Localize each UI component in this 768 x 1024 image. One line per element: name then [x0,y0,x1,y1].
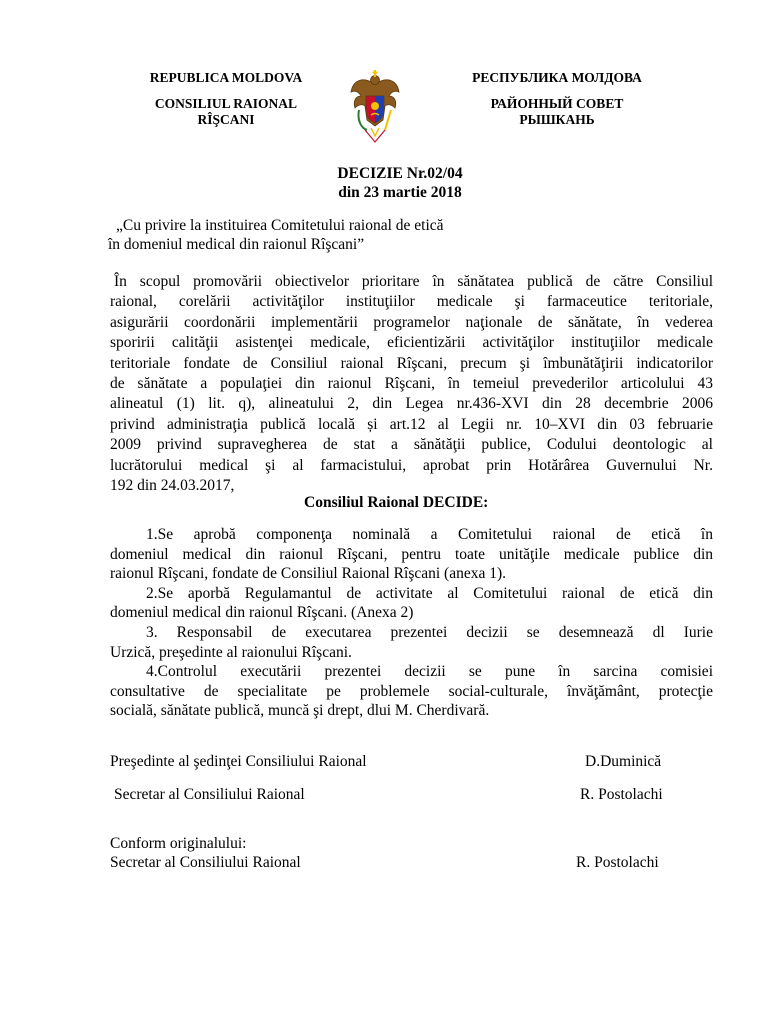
preamble-line: asigurării coordonării implementării programelor naţionale de sănătate, în vederea [110,313,713,331]
header-left [126,70,326,128]
decision-date: din 23 martie 2018 [338,184,462,201]
council-name-ro: CONSILIUL RAIONAL [154,96,298,111]
preamble-line: lucrătorului medical şi al farmacistului, aprobat prin Hotărârea Guvernului Nr. [110,456,713,474]
president-name: D.Duminică [585,753,662,770]
secretary-name: R. Postolachi [580,786,663,803]
preamble-line: 2009 privind supravegherea de stat a sănătăţii publice, Codului deontologic al [110,436,713,454]
preamble-line: alineatul (1) lit. q), alineatului 2, din Legea nr.436-XVI din 28 decembrie 2006 [110,395,713,413]
preamble-line: În scopul promovării obiectivelor prioritare în sănătatea publică de către Consiliul [114,273,713,290]
preamble-line: de sănătate a populaţiei din raionul Rîşcani, în temeiul prevederilor articolului 43 [110,375,713,393]
district-name-ru: РЫШКАНЬ [519,112,595,127]
decision-subject [108,216,528,254]
articles [110,525,713,721]
article-line: socială, sănătate publică, muncă şi drept, dlui M. Cherdivară. [110,702,490,720]
secretary2-name: R. Postolachi [576,854,659,871]
council-name-ru: РАЙОННЫЙ СОВЕТ [490,96,624,111]
article-line: domeniul medical din raionul Rîşcani. (Anexa 2) [110,604,414,622]
article-4: 4.Controlul executării prezentei decizii se pune în sarcina comisiei [146,663,713,681]
conform-label: Conform originalului: [110,835,247,852]
district-name-ro: RÎŞCANI [197,112,255,127]
subject-line: în domeniul medical din raionul Rîşcani” [108,236,365,253]
decision-title [300,164,500,202]
preamble-line: 192 din 24.03.2017, [110,477,235,495]
country-name-ru: РЕСПУБЛИКА МОЛДОВА [472,70,642,85]
preamble [110,272,713,496]
secretary2-label: Secretar al Consiliului Raional [110,854,301,871]
article-3: 3. Responsabil de executarea prezentei decizii se desemnează dl Iurie [146,623,713,641]
preamble-line: sporirii calităţii asistenţei medicale, eficientizării activităţilor instituţiilor medicale [110,334,713,352]
decision-number: DECIZIE Nr.02/04 [337,165,463,182]
article-1: 1.Se aprobă componenţa nominală a Comitetului raional de etică în [146,526,713,543]
article-line: Urzică, preşedinte al raionului Rîşcani. [110,643,352,661]
preamble-line: raional, corelării activităţilor instituţiilor medicale şi farmaceutice teritoriale, [110,293,713,311]
header-right [444,70,670,128]
article-2: 2.Se aporbă Regulamantul de activitate al Comitetului raional de etică din [146,584,713,602]
president-label: Preşedinte al şedinţei Consiliului Raional [110,753,367,770]
secretary-label: Secretar al Consiliului Raional [114,786,305,803]
article-line: domeniul medical din raionul Rîşcani, pentru toate unităţile medicale publice din [110,545,713,563]
subject-line: „Cu privire la instituirea Comitetului raional de etică [116,217,444,234]
article-line: consultative de specialitate pe problemele social-culturale, învăţământ, protecţie [110,682,713,700]
preamble-line: privind administraţia publică locală și art.12 al Legii nr. 10–XVI din 03 februarie [110,415,713,433]
preamble-line: teritoriale fondate de Consiliul raional Rîşcani, precum şi îmbunătăţirii indicatorilor [110,354,713,372]
country-name-ro: REPUBLICA MOLDOVA [149,70,303,85]
decides-heading: Consiliul Raional DECIDE: [304,494,489,511]
article-line: raionul Rîşcani, fondate de Consiliul Raional Rîşcani (anexa 1). [110,565,507,583]
moldova-coat-of-arms-icon [349,70,401,144]
